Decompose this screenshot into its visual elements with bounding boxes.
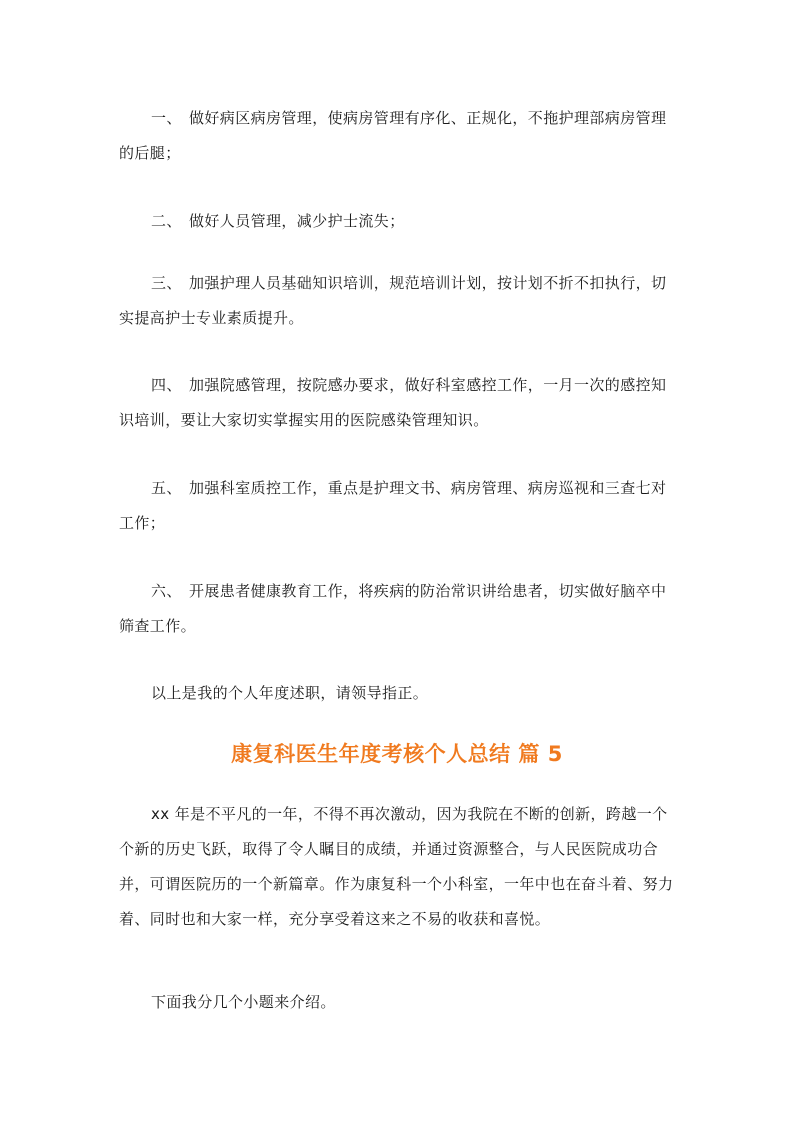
list-item-text: 开展患者健康教育工作，将疾病的防治常识讲给患者，切实做好脑卒中筛查工作。 [119, 582, 667, 635]
list-item-text: 加强科室质控工作，重点是护理文书、病房管理、病房巡视和三查七对工作； [119, 479, 667, 532]
list-item-text: 加强护理人员基础知识培训，规范培训计划，按计划不折不扣执行，切实提高护士专业素质提升。 [119, 274, 667, 327]
list-item-number: 四、 [151, 376, 182, 394]
list-item-4 [119, 368, 677, 438]
list-item-2 [119, 204, 677, 239]
list-item-3 [119, 266, 677, 336]
closing-paragraph: 以上是我的个人年度述职，请领导指正。 [151, 684, 429, 702]
body-paragraph-2: 下面我分几个小题来介绍。 [151, 993, 336, 1011]
list-item-6 [119, 574, 677, 644]
list-item-5 [119, 471, 677, 541]
body-paragraph-1: xx 年是不平凡的一年，不得不再次激动，因为我院在不断的创新，跨越一个个新的历史飞跃，取得了令人瞩目的成绩，并通过资源整合，与人民医院成功合并，可谓医院历的一个新篇章。作为康复科一个小科室，一年中也在奋斗着、努力着、同时也和大家一样，充分享受着这来之不易的收获和喜悦。 [119, 805, 674, 928]
list-item-number: 六、 [151, 582, 182, 600]
list-item-number: 五、 [151, 479, 182, 497]
list-item-1 [119, 101, 677, 171]
list-item-text: 加强院感管理，按院感办要求，做好科室感控工作，一月一次的感控知识培训，要让大家切实掌握实用的医院感染管理知识。 [119, 376, 667, 429]
list-item-number: 三、 [151, 274, 182, 292]
section-heading: 康复科医生年度考核个人总结 篇 5 [231, 742, 563, 766]
list-item-text: 做好人员管理，减少护士流失； [189, 212, 405, 230]
list-item-number: 一、 [151, 109, 182, 127]
list-item-text: 做好病区病房管理，使病房管理有序化、正规化，不拖护理部病房管理的后腿； [119, 109, 667, 162]
list-item-number: 二、 [151, 212, 182, 230]
